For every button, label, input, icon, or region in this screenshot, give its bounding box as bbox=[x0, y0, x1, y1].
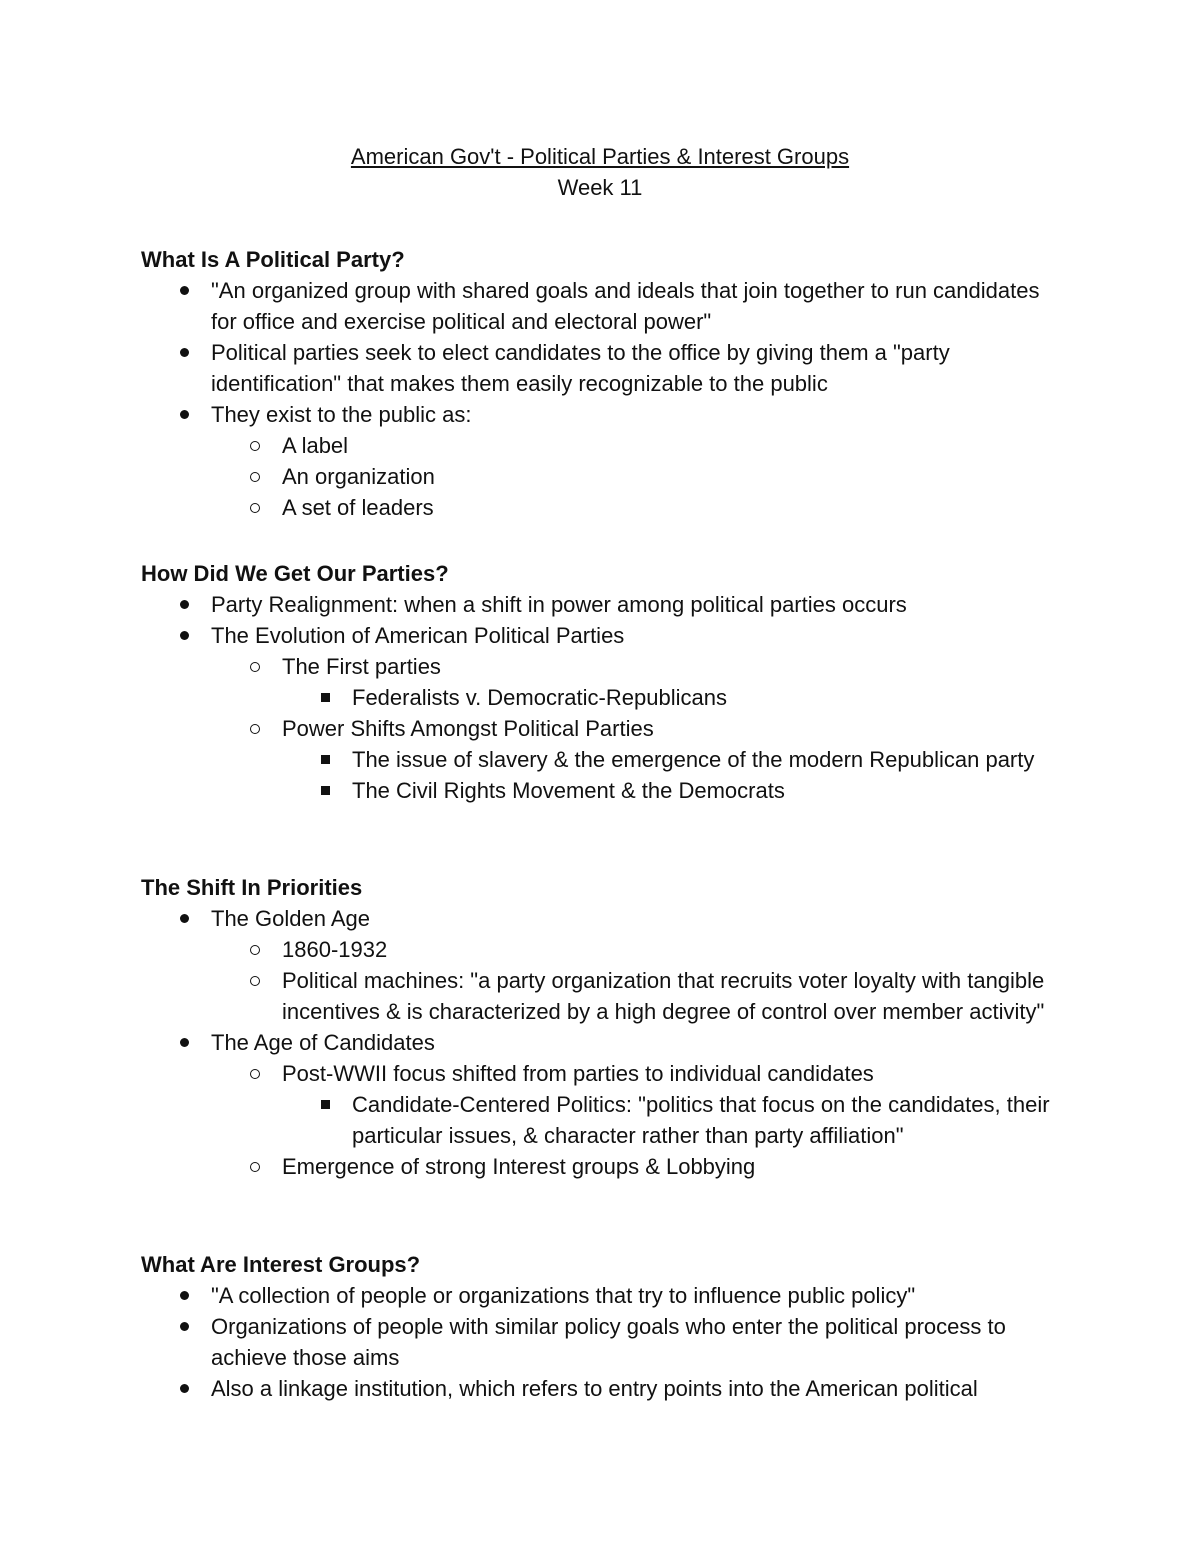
list-item-text: "An organized group with shared goals and ideals that join together to run candidates for office and exercise political and electoral power" bbox=[211, 278, 1040, 334]
list-item bbox=[141, 934, 1061, 965]
list-item-text: "A collection of people or organizations that try to influence public policy" bbox=[211, 1283, 916, 1308]
bullet-circle-icon bbox=[240, 492, 270, 523]
list-item bbox=[141, 1089, 1061, 1151]
bullet-dot-icon bbox=[169, 399, 199, 430]
bullet-circle-icon bbox=[240, 651, 270, 682]
list-item bbox=[141, 620, 1061, 651]
bullet-circle-icon bbox=[240, 461, 270, 492]
list-item bbox=[141, 713, 1061, 744]
section-how-parties bbox=[141, 558, 1061, 806]
list-item-text: 1860-1932 bbox=[282, 937, 388, 962]
bullet-list bbox=[141, 903, 1061, 1182]
list-item-text: Party Realignment: when a shift in power among political parties occurs bbox=[211, 592, 907, 617]
bullet-dot-icon bbox=[169, 903, 199, 934]
list-item-text: The First parties bbox=[282, 654, 441, 679]
list-item-text: The issue of slavery & the emergence of the modern Republican party bbox=[352, 747, 1035, 772]
list-item-text: Federalists v. Democratic-Republicans bbox=[352, 685, 727, 710]
bullet-square-icon bbox=[310, 682, 340, 713]
list-item bbox=[141, 492, 1061, 523]
bullet-list bbox=[141, 589, 1061, 806]
bullet-list bbox=[141, 275, 1061, 523]
list-item bbox=[141, 461, 1061, 492]
list-item bbox=[141, 430, 1061, 461]
bullet-circle-icon bbox=[240, 1058, 270, 1089]
list-item bbox=[141, 651, 1061, 682]
list-item bbox=[141, 275, 1061, 337]
list-item-text: An organization bbox=[282, 464, 435, 489]
list-item-text: Organizations of people with similar policy goals who enter the political process to achieve those aims bbox=[211, 1314, 1006, 1370]
list-item-text: Post-WWII focus shifted from parties to individual candidates bbox=[282, 1061, 874, 1086]
list-item-text: The Age of Candidates bbox=[211, 1030, 435, 1055]
list-item-text: The Civil Rights Movement & the Democrats bbox=[352, 778, 785, 803]
list-item-text: The Evolution of American Political Parties bbox=[211, 623, 625, 648]
list-item bbox=[141, 1373, 1061, 1404]
list-item-text: Also a linkage institution, which refers to entry points into the American political bbox=[211, 1376, 978, 1401]
bullet-dot-icon bbox=[169, 1311, 199, 1342]
bullet-list bbox=[141, 1280, 1061, 1404]
list-item-text: Candidate-Centered Politics: "politics that focus on the candidates, their particular issues, & character rather than party affiliation" bbox=[352, 1092, 1050, 1148]
bullet-square-icon bbox=[310, 1089, 340, 1120]
bullet-dot-icon bbox=[169, 1373, 199, 1404]
list-item-text: Political parties seek to elect candidates to the office by giving them a "party identification" that makes them easily recognizable to the public bbox=[211, 340, 950, 396]
bullet-circle-icon bbox=[240, 713, 270, 744]
list-item bbox=[141, 744, 1061, 775]
list-item-text: Emergence of strong Interest groups & Lobbying bbox=[282, 1154, 756, 1179]
list-item bbox=[141, 903, 1061, 934]
bullet-square-icon bbox=[310, 775, 340, 806]
list-item-text: Power Shifts Amongst Political Parties bbox=[282, 716, 654, 741]
bullet-dot-icon bbox=[169, 337, 199, 368]
list-item-text: A set of leaders bbox=[282, 495, 434, 520]
bullet-dot-icon bbox=[169, 1027, 199, 1058]
list-item bbox=[141, 1151, 1061, 1182]
bullet-dot-icon bbox=[169, 1280, 199, 1311]
section-heading: The Shift In Priorities bbox=[141, 875, 363, 900]
list-item bbox=[141, 1280, 1061, 1311]
list-item-text: Political machines: "a party organization that recruits voter loyalty with tangible incentives & is characterized by a high degree of control over member activity" bbox=[282, 968, 1045, 1024]
list-item bbox=[141, 1058, 1061, 1089]
list-item bbox=[141, 399, 1061, 430]
bullet-circle-icon bbox=[240, 1151, 270, 1182]
list-item bbox=[141, 775, 1061, 806]
document-subtitle: Week 11 bbox=[557, 175, 643, 200]
document-header bbox=[0, 141, 1200, 203]
list-item-text: The Golden Age bbox=[211, 906, 371, 931]
section-political-party bbox=[141, 244, 1061, 523]
bullet-dot-icon bbox=[169, 589, 199, 620]
list-item-text: A label bbox=[282, 433, 349, 458]
section-heading: What Is A Political Party? bbox=[141, 247, 405, 272]
list-item bbox=[141, 965, 1061, 1027]
bullet-dot-icon bbox=[169, 275, 199, 306]
bullet-dot-icon bbox=[169, 620, 199, 651]
bullet-circle-icon bbox=[240, 430, 270, 461]
bullet-circle-icon bbox=[240, 934, 270, 965]
list-item bbox=[141, 1027, 1061, 1058]
section-interest-groups bbox=[141, 1249, 1061, 1404]
bullet-square-icon bbox=[310, 744, 340, 775]
list-item bbox=[141, 1311, 1061, 1373]
list-item bbox=[141, 589, 1061, 620]
document-title: American Gov't - Political Parties & Interest Groups bbox=[350, 144, 850, 169]
list-item-text: They exist to the public as: bbox=[211, 402, 472, 427]
list-item bbox=[141, 682, 1061, 713]
section-heading: How Did We Get Our Parties? bbox=[141, 561, 449, 586]
bullet-circle-icon bbox=[240, 965, 270, 996]
section-shift-priorities bbox=[141, 872, 1061, 1182]
section-heading: What Are Interest Groups? bbox=[141, 1252, 421, 1277]
list-item bbox=[141, 337, 1061, 399]
